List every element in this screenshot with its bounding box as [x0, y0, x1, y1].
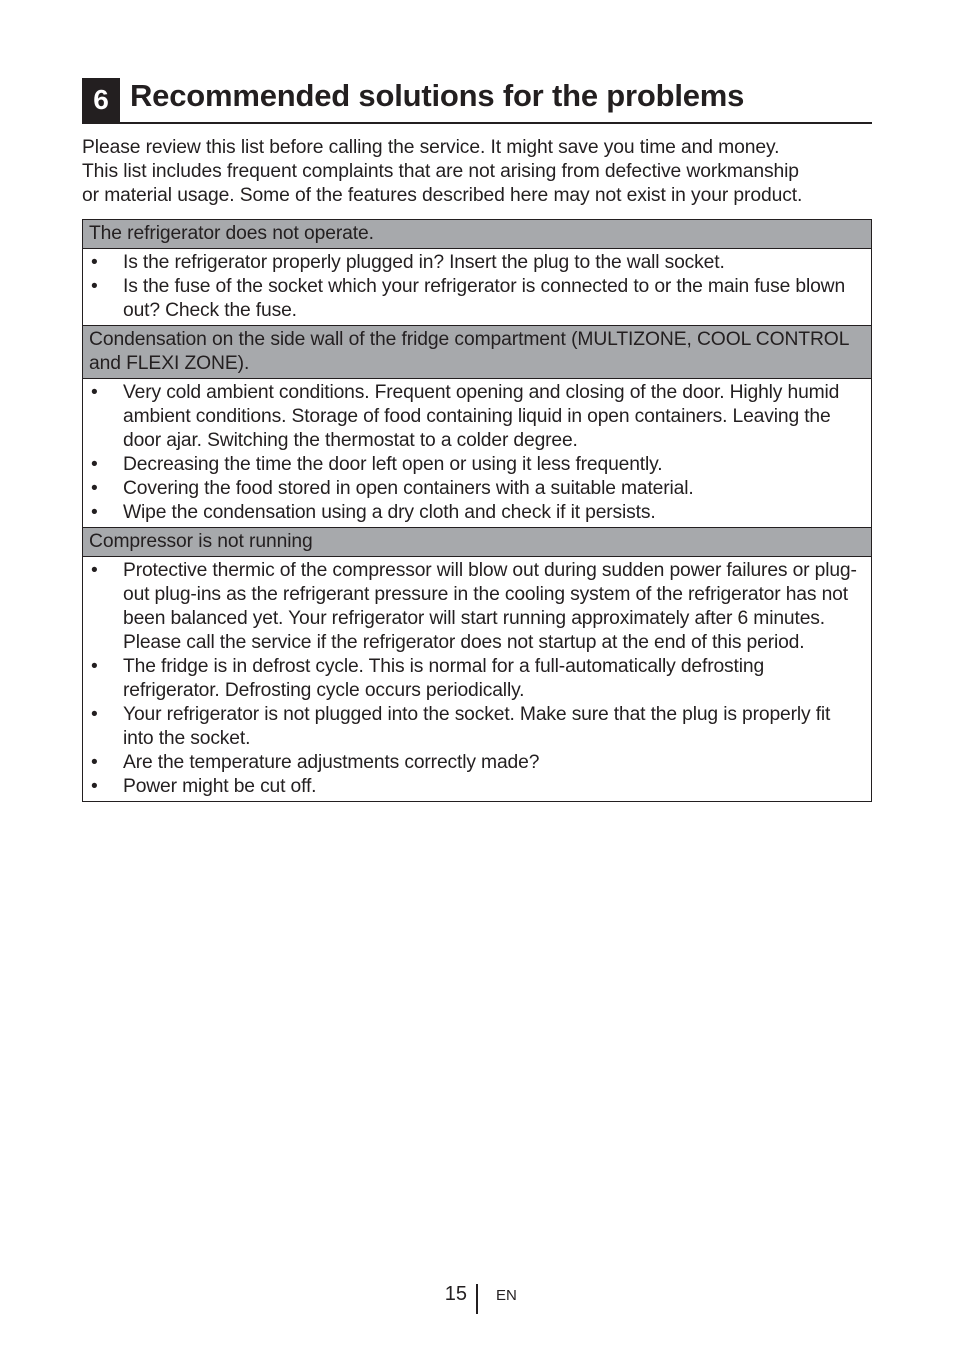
list-item [89, 655, 865, 703]
page-footer [0, 1280, 954, 1316]
intro-line: or material usage. Some of the features described here may not exist in your product. [82, 185, 803, 206]
list-item [89, 751, 865, 775]
intro-line: This list includes frequent complaints that are not arising from defective workmanship [82, 161, 799, 182]
list-item [89, 381, 865, 453]
bullet-icon: • [91, 252, 98, 273]
solution-text: Are the temperature adjustments correctly made? [123, 752, 540, 773]
problem-heading: Condensation on the side wall of the fridge compartment (MULTIZONE, COOL CONTROL and FLEXI ZONE). [83, 326, 871, 379]
bullet-icon: • [91, 776, 98, 797]
intro-line: Please review this list before calling the service. It might save you time and money. [82, 137, 780, 158]
solution-text: Covering the food stored in open containers with a suitable material. [123, 478, 694, 499]
bullet-icon: • [91, 704, 98, 725]
bullet-icon: • [91, 478, 98, 499]
problem-solutions [83, 379, 871, 528]
solution-text: Your refrigerator is not plugged into the socket. Make sure that the plug is properly fit into the socket. [123, 704, 831, 749]
solution-text: Is the fuse of the socket which your refrigerator is connected to or the main fuse blown out? Check the fuse. [123, 276, 846, 321]
bullet-icon: • [91, 502, 98, 523]
list-item [89, 275, 865, 323]
page-number: 15 [444, 1283, 467, 1305]
bullet-icon: • [91, 656, 98, 677]
problem-heading: The refrigerator does not operate. [83, 220, 871, 249]
solution-text: Is the refrigerator properly plugged in? Insert the plug to the wall socket. [123, 252, 725, 273]
list-item [89, 477, 865, 501]
solution-text: Very cold ambient conditions. Frequent opening and closing of the door. Highly humid ambient conditions. Storage of food containing liquid in open containers. Leaving the door ajar. Switching the thermostat to a colder degree. [123, 382, 840, 451]
solution-text: Power might be cut off. [123, 776, 317, 797]
list-item [89, 251, 865, 275]
solution-text: Wipe the condensation using a dry cloth and check if it persists. [123, 502, 656, 523]
bullet-icon: • [91, 382, 98, 403]
problem-solutions [83, 249, 871, 326]
bullet-icon: • [91, 454, 98, 475]
list-item [89, 453, 865, 477]
document-page [82, 78, 872, 802]
section-title: Recommended solutions for the problems [130, 78, 745, 113]
bullet-icon: • [91, 276, 98, 297]
solution-text: The fridge is in defrost cycle. This is normal for a full-automatically defrosting refrigerator. Defrosting cycle occurs periodically. [123, 656, 765, 701]
solution-text: Protective thermic of the compressor will blow out during sudden power failures or plug-out plug-ins as the refrigerant pressure in the cooling system of the refrigerator has not been balanced yet. Your refrigerator will start running approximately after 6 minutes. Please call the service if the refrigerator does not startup at the end of this period. [123, 560, 857, 653]
solution-text: Decreasing the time the door left open or using it less frequently. [123, 454, 663, 475]
list-item [89, 703, 865, 751]
troubleshooting-table [82, 219, 872, 802]
intro-paragraph [82, 136, 872, 208]
problem-solutions [83, 557, 871, 801]
problem-heading: Compressor is not running [83, 528, 871, 557]
bullet-icon: • [91, 752, 98, 773]
list-item [89, 559, 865, 655]
language-code: EN [496, 1287, 517, 1304]
section-header [82, 78, 872, 124]
footer-divider [476, 1284, 478, 1314]
section-number-badge: 6 [82, 78, 120, 122]
list-item [89, 501, 865, 525]
bullet-icon: • [91, 560, 98, 581]
list-item [89, 775, 865, 799]
